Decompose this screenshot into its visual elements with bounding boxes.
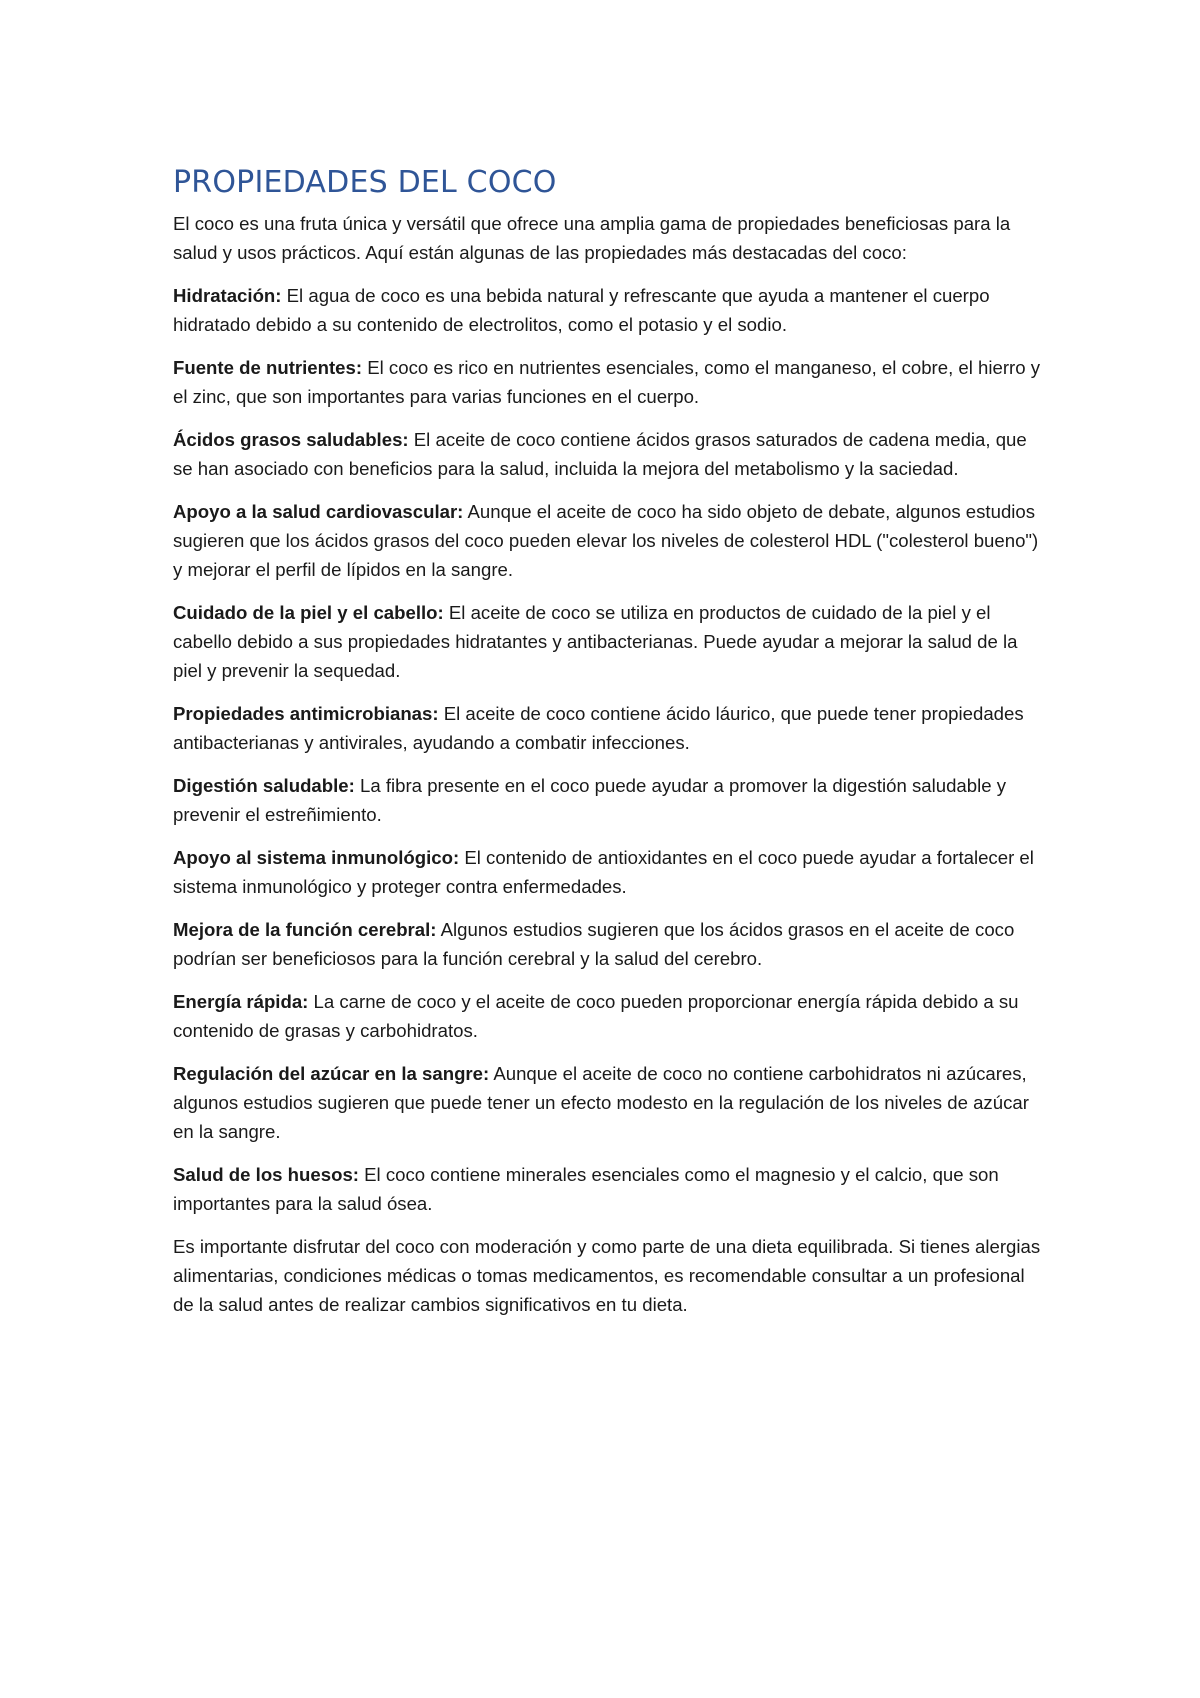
property-text: El coco contiene minerales esenciales como el magnesio y el calcio, que son importantes para la salud ósea. xyxy=(173,1164,999,1214)
property-label: Regulación del azúcar en la sangre: xyxy=(173,1063,490,1084)
property-text: El contenido de antioxidantes en el coco puede ayudar a fortalecer el sistema inmunológico y proteger contra enfermedades. xyxy=(173,847,1034,897)
document-body xyxy=(173,163,1043,1333)
property-text: El aceite de coco contiene ácido láurico, que puede tener propiedades antibacterianas y antivirales, ayudando a combatir infecciones. xyxy=(173,703,1024,753)
property-label: Digestión saludable: xyxy=(173,775,355,796)
conclusion-paragraph: Es importante disfrutar del coco con moderación y como parte de una dieta equilibrada. Si tienes alergias alimentarias, condiciones médicas o tomas medicamentos, es recomendable consultar a un profesional de la salud antes de realizar cambios significativos en tu dieta. xyxy=(173,1236,1041,1315)
property-label: Mejora de la función cerebral: xyxy=(173,919,437,940)
property-paragraph-antimicrobianas xyxy=(173,699,1043,757)
property-paragraph-digestion xyxy=(173,771,1043,829)
property-text: El aceite de coco se utiliza en productos de cuidado de la piel y el cabello debido a sus propiedades hidratantes y antibacterianas. Puede ayudar a mejorar la salud de la piel y prevenir la sequedad. xyxy=(173,602,1018,681)
property-text: Algunos estudios sugieren que los ácidos grasos en el aceite de coco podrían ser beneficiosos para la función cerebral y la salud del cerebro. xyxy=(173,919,1015,969)
property-paragraph-cardiovascular xyxy=(173,497,1043,584)
property-paragraph-hidratacion xyxy=(173,281,1043,339)
property-label: Apoyo al sistema inmunológico: xyxy=(173,847,460,868)
property-label: Cuidado de la piel y el cabello: xyxy=(173,602,444,623)
property-text: La carne de coco y el aceite de coco pueden proporcionar energía rápida debido a su contenido de grasas y carbohidratos. xyxy=(173,991,1019,1041)
property-label: Hidratación: xyxy=(173,285,282,306)
intro-paragraph: El coco es una fruta única y versátil que ofrece una amplia gama de propiedades beneficiosas para la salud y usos prácticos. Aquí están algunas de las propiedades más destacadas del coco: xyxy=(173,213,1011,263)
property-text: Aunque el aceite de coco no contiene carbohidratos ni azúcares, algunos estudios sugieren que puede tener un efecto modesto en la regulación de los niveles de azúcar en la sangre. xyxy=(173,1063,1029,1142)
property-paragraph-acidos-grasos xyxy=(173,425,1043,483)
property-text: La fibra presente en el coco puede ayudar a promover la digestión saludable y prevenir el estreñimiento. xyxy=(173,775,1007,825)
property-label: Energía rápida: xyxy=(173,991,309,1012)
property-paragraph-nutrientes xyxy=(173,353,1043,411)
property-paragraph-huesos xyxy=(173,1160,1043,1218)
property-label: Apoyo a la salud cardiovascular: xyxy=(173,501,464,522)
property-text: El coco es rico en nutrientes esenciales, como el manganeso, el cobre, el hierro y el zinc, que son importantes para varias funciones en el cuerpo. xyxy=(173,357,1041,407)
property-paragraph-cerebral xyxy=(173,915,1043,973)
property-paragraph-piel-cabello xyxy=(173,598,1043,685)
property-text: El agua de coco es una bebida natural y refrescante que ayuda a mantener el cuerpo hidratado debido a su contenido de electrolitos, como el potasio y el sodio. xyxy=(173,285,990,335)
property-text: El aceite de coco contiene ácidos grasos saturados de cadena media, que se han asociado con beneficios para la salud, incluida la mejora del metabolismo y la saciedad. xyxy=(173,429,1027,479)
property-paragraph-energia xyxy=(173,987,1043,1045)
property-label: Ácidos grasos saludables: xyxy=(173,429,409,450)
property-text: Aunque el aceite de coco ha sido objeto de debate, algunos estudios sugieren que los ácidos grasos del coco pueden elevar los niveles de colesterol HDL ("colesterol bueno") y mejorar el perfil de lípidos en la sangre. xyxy=(173,501,1039,580)
property-label: Propiedades antimicrobianas: xyxy=(173,703,439,724)
property-paragraph-inmunologico xyxy=(173,843,1043,901)
document-title: PROPIEDADES DEL COCO xyxy=(173,165,557,200)
property-label: Fuente de nutrientes: xyxy=(173,357,363,378)
property-paragraph-azucar xyxy=(173,1059,1043,1146)
property-label: Salud de los huesos: xyxy=(173,1164,359,1185)
